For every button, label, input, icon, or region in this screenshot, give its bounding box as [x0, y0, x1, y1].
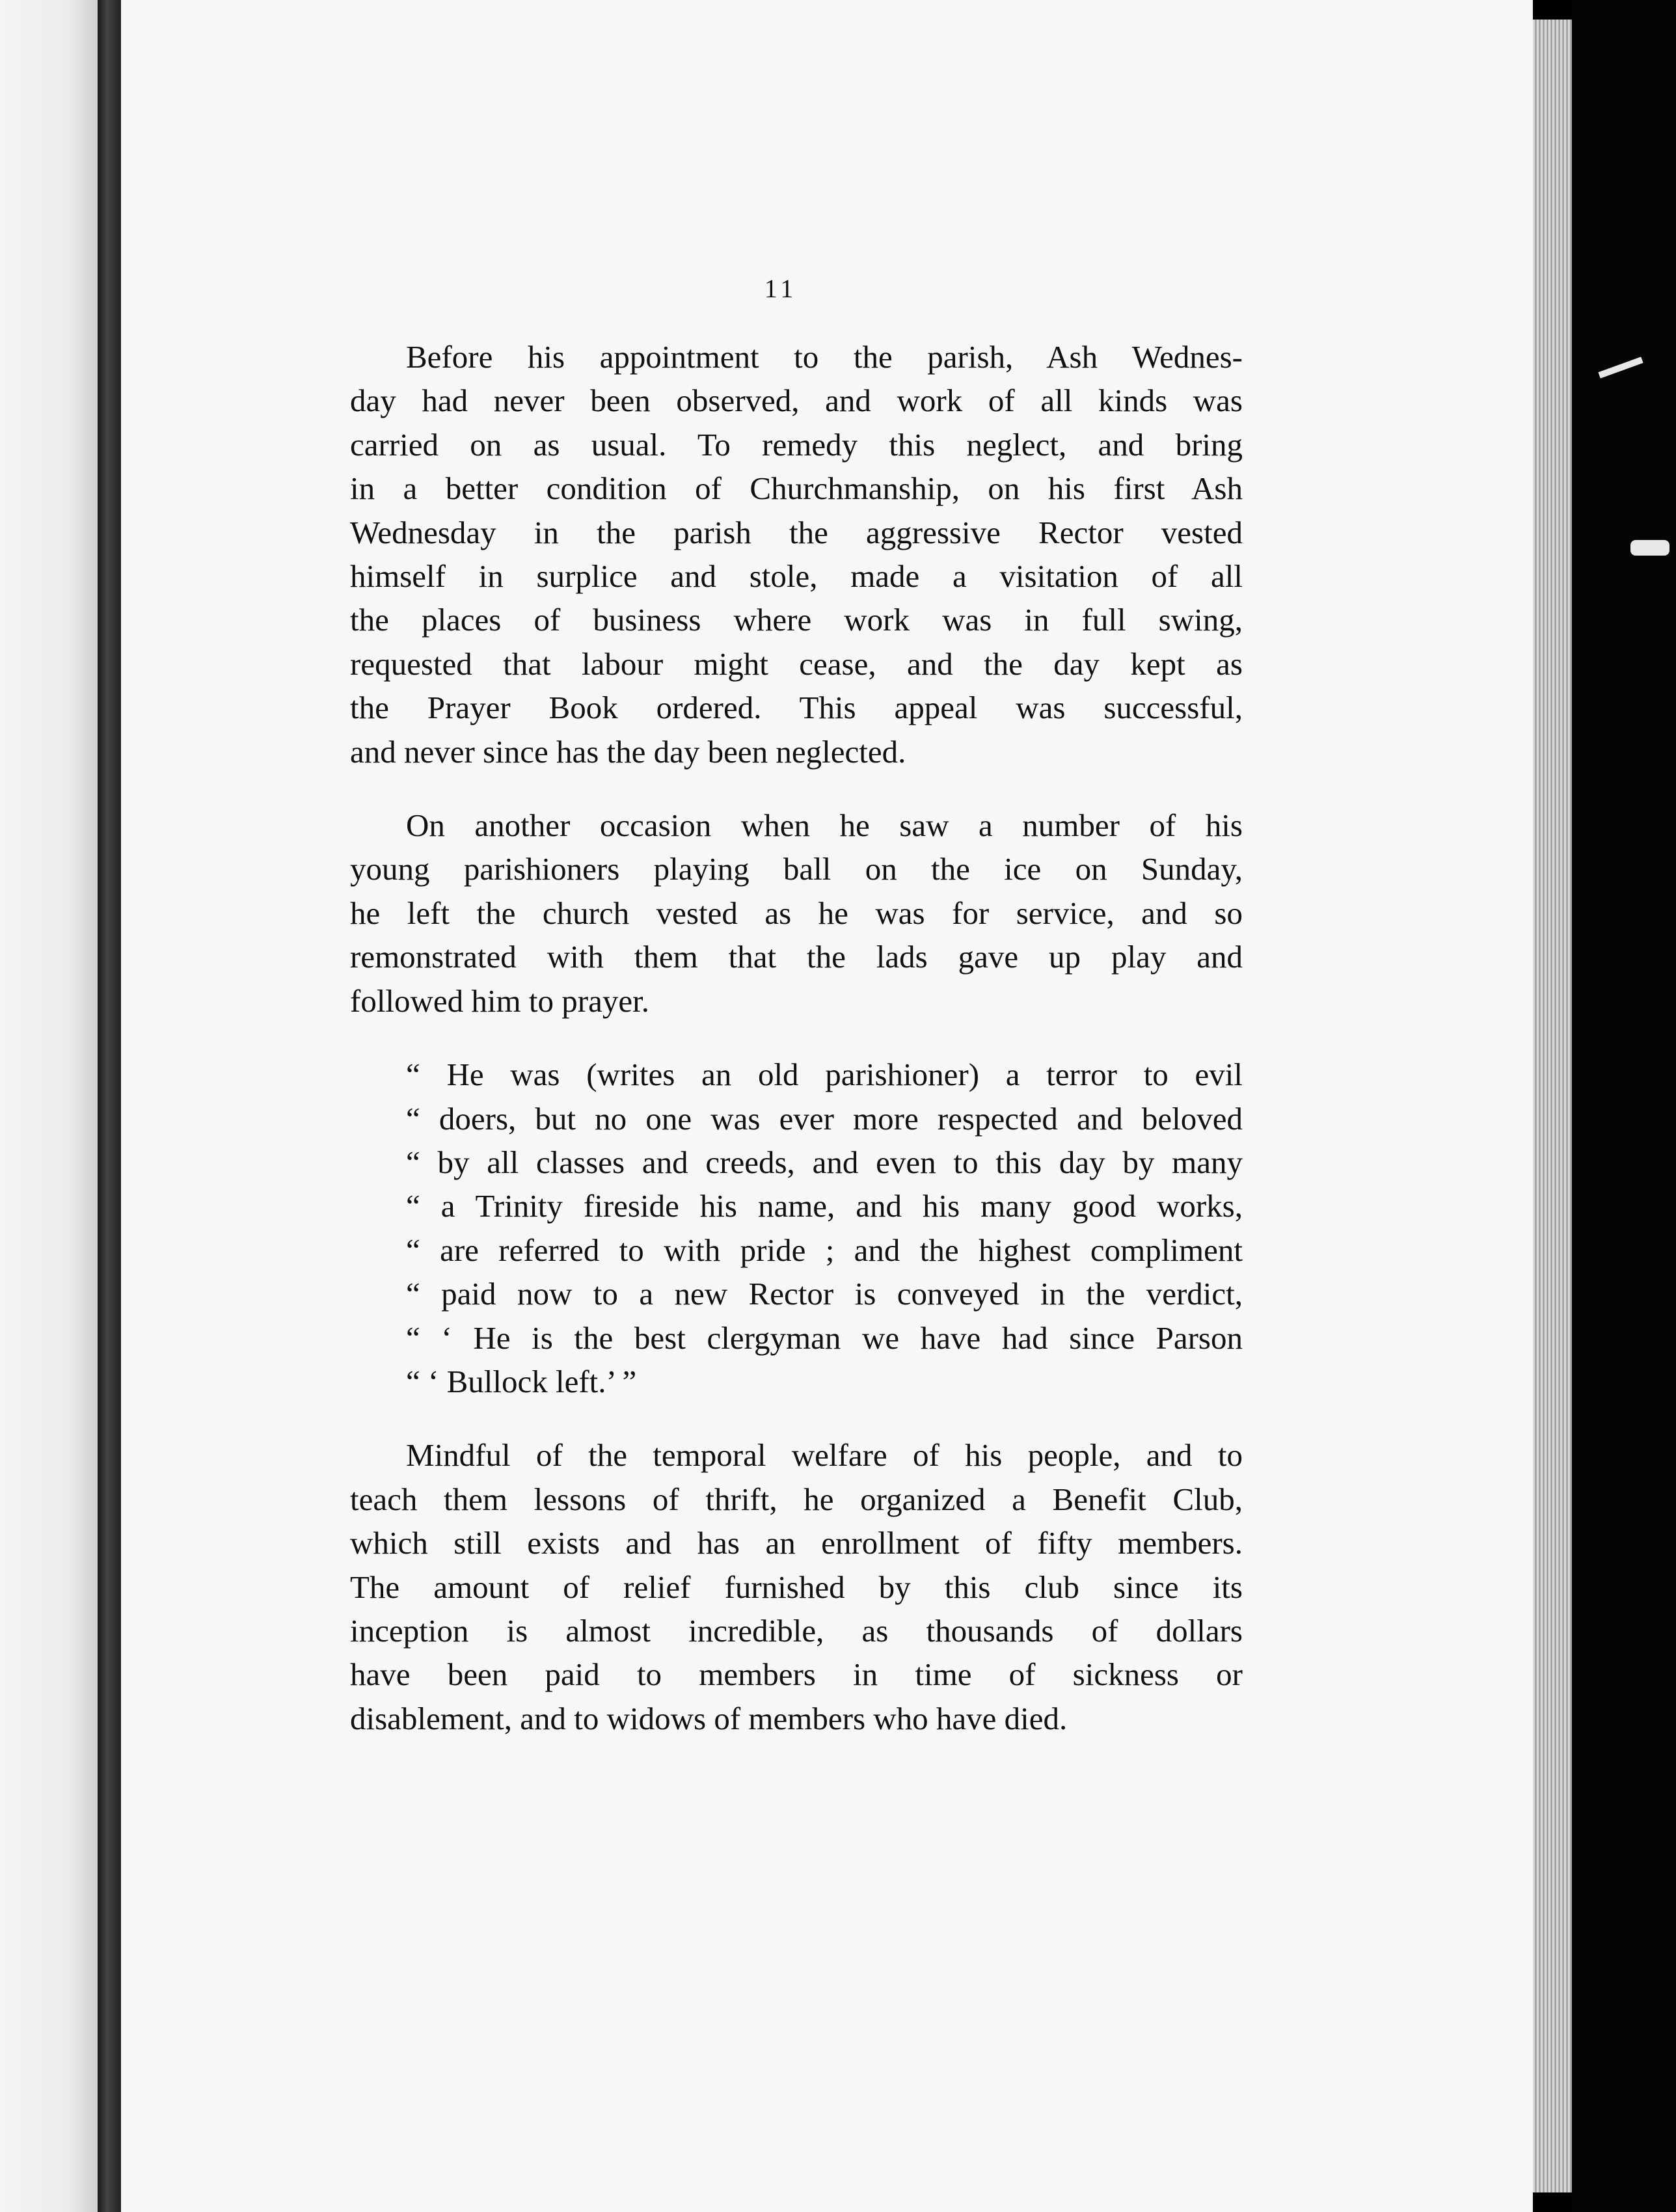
text-line: remonstrated with them that the lads gave up play and: [350, 939, 1243, 975]
text-line: himself in surplice and stole, made a visitation of all: [350, 558, 1243, 595]
text-line: which still exists and has an enrollment of fifty members.: [350, 1525, 1243, 1561]
text-line: the places of business where work was in full swing,: [350, 602, 1243, 638]
text-line: The amount of relief furnished by this club since its: [350, 1569, 1243, 1605]
text-line: On another occasion when he saw a number of his: [406, 807, 1243, 844]
text-line: “ He was (writes an old parishioner) a terror to evil: [406, 1057, 1243, 1093]
paragraph: [350, 1433, 1243, 1740]
paragraph: [350, 335, 1243, 774]
text-line: followed him to prayer.: [350, 982, 649, 1019]
text-line: disablement, and to widows of members who have died.: [350, 1700, 1068, 1736]
text-line: “ a Trinity fireside his name, and his many good works,: [406, 1188, 1243, 1224]
text-line: “ ‘ Bullock left.’ ”: [406, 1363, 637, 1399]
text-line: Before his appointment to the parish, Ash Wednes-: [406, 339, 1243, 375]
text-line: Mindful of the temporal welfare of his people, and to: [406, 1437, 1243, 1474]
book-binding-gutter: [98, 0, 121, 2212]
scan-artifact: [1598, 357, 1643, 378]
text-line: “ are referred to with pride ; and the highest compliment: [406, 1232, 1243, 1268]
scan-artifact: [1630, 540, 1669, 556]
text-line: requested that labour might cease, and the day kept as: [350, 645, 1243, 682]
paragraph: [350, 803, 1243, 1023]
text-line: young parishioners playing ball on the ice on Sunday,: [350, 851, 1243, 887]
text-line: day had never been observed, and work of all kinds was: [350, 383, 1243, 419]
text-line: have been paid to members in time of sickness or: [350, 1656, 1243, 1693]
scan-background: [1572, 0, 1676, 2212]
page-stack-edges: [1533, 20, 1572, 2192]
page-number: 11: [764, 274, 798, 303]
text-line: he left the church vested as he was for service, and so: [350, 895, 1243, 931]
paragraph: [350, 1053, 1243, 1403]
text-line: carried on as usual. To remedy this neglect, and bring: [350, 426, 1243, 463]
text-line: Wednesday in the parish the aggressive Rector vested: [350, 514, 1243, 550]
text-line: and never since has the day been neglected.: [350, 733, 906, 770]
body-text: [350, 335, 1243, 1770]
text-line: teach them lessons of thrift, he organized a Benefit Club,: [350, 1481, 1243, 1517]
text-line: “ ‘ He is the best clergyman we have had since Parson: [406, 1319, 1243, 1356]
text-line: the Prayer Book ordered. This appeal was successful,: [350, 690, 1243, 726]
text-line: inception is almost incredible, as thousands of dollars: [350, 1612, 1243, 1649]
text-line: in a better condition of Churchmanship, on his first Ash: [350, 470, 1243, 507]
facing-page-edge: [0, 0, 98, 2212]
text-line: “ paid now to a new Rector is conveyed in the verdict,: [406, 1276, 1243, 1312]
text-line: “ doers, but no one was ever more respected and beloved: [406, 1100, 1243, 1137]
text-line: “ by all classes and creeds, and even to this day by many: [406, 1144, 1243, 1180]
